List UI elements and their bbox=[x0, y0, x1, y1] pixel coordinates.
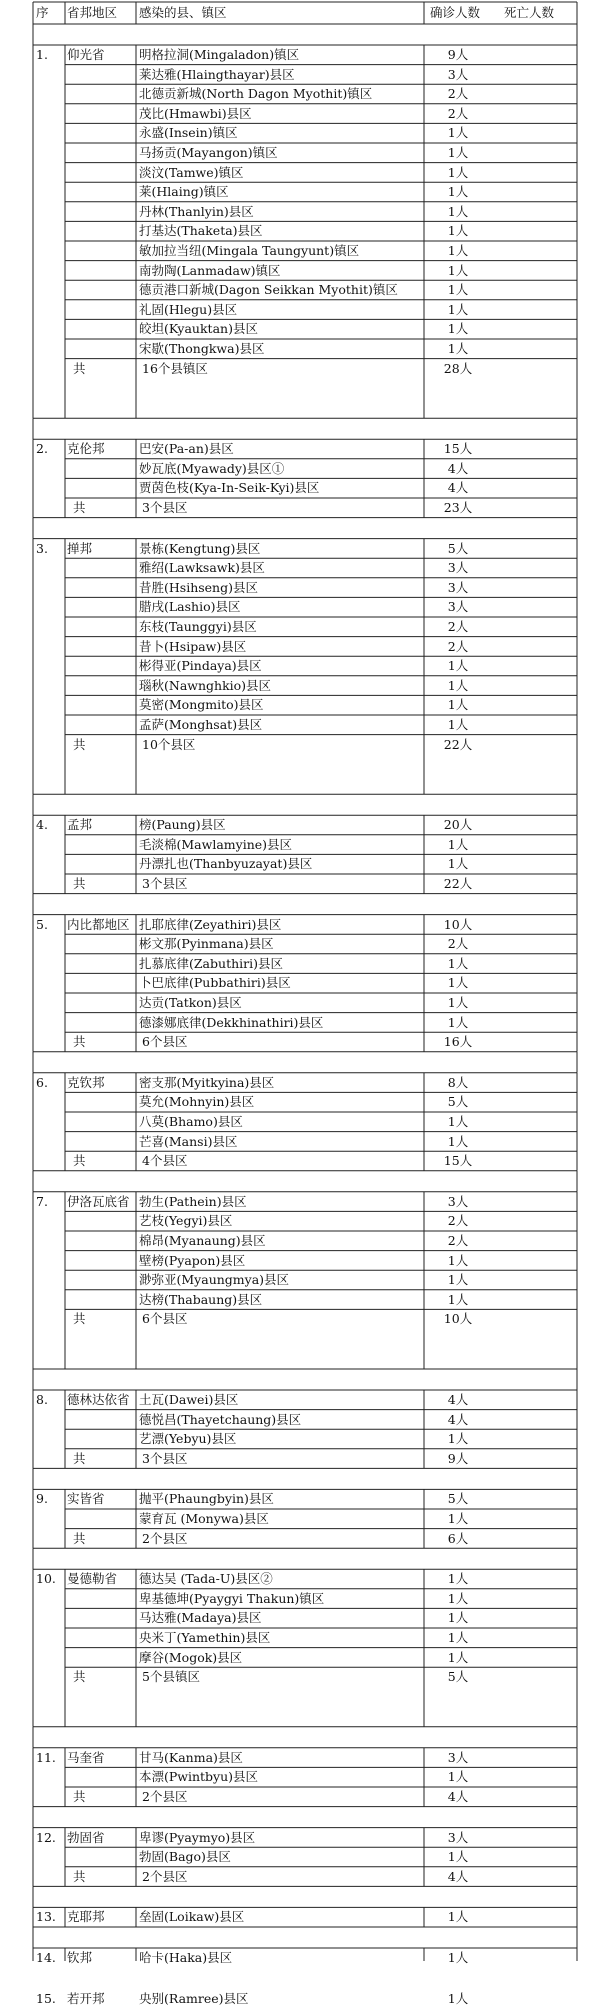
place-name: 达贡(Tatkon)县区 bbox=[139, 995, 242, 1010]
case-count: 5人 bbox=[447, 540, 469, 556]
section-seq: 8. bbox=[36, 1392, 48, 1407]
case-count: 1人 bbox=[447, 1133, 469, 1149]
case-count: 1人 bbox=[447, 1431, 469, 1447]
case-count: 1人 bbox=[447, 1769, 469, 1785]
place-name: 卑谬(Pyaymyo)县区 bbox=[139, 1829, 256, 1845]
total-place: 6个县区 bbox=[142, 1311, 188, 1327]
place-name: 打基达(Thaketa)县区 bbox=[139, 223, 263, 239]
case-count: 2人 bbox=[447, 936, 469, 952]
place-name: 卑基德坤(Pyaygyi Thakun)镇区 bbox=[139, 1590, 325, 1606]
case-count: 1人 bbox=[447, 677, 469, 693]
place-name: 棉昂(Myanaung)县区 bbox=[139, 1233, 266, 1248]
section-region: 实皆省 bbox=[67, 1491, 105, 1507]
case-count: 4人 bbox=[447, 1392, 469, 1407]
total-place: 16个县镇区 bbox=[142, 360, 208, 376]
section-seq: 11. bbox=[36, 1749, 56, 1765]
total-label: 共 bbox=[73, 736, 86, 752]
place-name: 本漂(Pwintbyu)县区 bbox=[139, 1769, 259, 1785]
case-count: 2人 bbox=[447, 619, 469, 634]
place-name: 八莫(Bhamo)县区 bbox=[139, 1114, 243, 1129]
section-seq: 4. bbox=[36, 817, 48, 833]
total-label: 共 bbox=[73, 1669, 86, 1685]
total-label: 共 bbox=[73, 876, 86, 891]
case-count: 2人 bbox=[447, 1233, 469, 1248]
total-label: 共 bbox=[73, 360, 86, 376]
place-name: 丹林(Thanlyin)县区 bbox=[139, 203, 254, 219]
place-name: 榜(Paung)县区 bbox=[139, 817, 226, 833]
section-region: 勃固省 bbox=[67, 1829, 105, 1845]
place-name: 卜巴底律(Pubbathiri)县区 bbox=[139, 975, 291, 991]
total-cases: 15人 bbox=[443, 1153, 473, 1169]
case-count: 1人 bbox=[447, 1252, 469, 1268]
case-count: 10人 bbox=[443, 916, 473, 932]
place-name: 芒喜(Mansi)县区 bbox=[139, 1133, 238, 1149]
case-count: 1人 bbox=[447, 243, 469, 258]
case-count: 1人 bbox=[447, 697, 469, 713]
case-count: 1人 bbox=[447, 856, 469, 872]
case-count: 2人 bbox=[447, 1213, 469, 1229]
place-name: 彬文那(Pyinmana)县区 bbox=[139, 936, 274, 952]
place-name: 莫密(Mongmito)县区 bbox=[139, 697, 264, 713]
place-name: 昔胜(Hsihseng)县区 bbox=[139, 579, 258, 595]
header-place: 感染的县、镇区 bbox=[139, 5, 227, 20]
case-count: 1人 bbox=[447, 341, 469, 356]
case-count: 1人 bbox=[447, 1950, 469, 1965]
section-seq: 14. bbox=[36, 1950, 56, 1965]
place-name: 德贡港口新城(Dagon Seikkan Myothit)镇区 bbox=[139, 282, 398, 298]
place-name: 摩谷(Mogok)县区 bbox=[139, 1649, 243, 1665]
total-place: 6个县区 bbox=[142, 1034, 188, 1050]
section-region: 克钦邦 bbox=[67, 1074, 105, 1090]
place-name: 勃固(Bago)县区 bbox=[139, 1849, 231, 1865]
section-seq: 15. bbox=[36, 1990, 56, 2006]
case-count: 1人 bbox=[447, 975, 469, 991]
place-name: 妙瓦底(Myawady)县区① bbox=[139, 460, 285, 476]
place-name: 艺枝(Yegyi)县区 bbox=[139, 1213, 233, 1229]
place-name: 德漆娜底律(Dekkhinathiri)县区 bbox=[139, 1014, 324, 1030]
case-count: 2人 bbox=[447, 638, 469, 654]
case-count: 1人 bbox=[447, 995, 469, 1010]
section-region: 克伦邦 bbox=[67, 441, 105, 457]
case-count: 1人 bbox=[447, 1114, 469, 1129]
case-count: 2人 bbox=[447, 105, 469, 121]
total-place: 3个县区 bbox=[142, 1450, 188, 1466]
section-seq: 9. bbox=[36, 1491, 48, 1507]
case-count: 1人 bbox=[447, 203, 469, 219]
case-count: 3人 bbox=[447, 1193, 469, 1209]
total-label: 共 bbox=[73, 1450, 86, 1466]
total-label: 共 bbox=[73, 1153, 86, 1169]
case-count: 1人 bbox=[447, 1014, 469, 1030]
section-region: 曼德勒省 bbox=[67, 1571, 118, 1587]
place-name: 马扬贡(Mayangon)镇区 bbox=[139, 145, 278, 160]
total-cases: 10人 bbox=[443, 1311, 473, 1327]
section-region: 克耶邦 bbox=[67, 1909, 105, 1925]
case-count: 9人 bbox=[447, 47, 469, 62]
case-count: 1人 bbox=[447, 1291, 469, 1307]
place-name: 敏加拉当纽(Mingala Taungyunt)镇区 bbox=[139, 243, 360, 258]
section-region: 伊洛瓦底省 bbox=[67, 1193, 130, 1209]
case-count: 1人 bbox=[447, 321, 469, 337]
place-name: 贾茵色枝(Kya-In-Seik-Kyi)县区 bbox=[139, 480, 320, 496]
section-region: 马奎省 bbox=[67, 1749, 105, 1765]
total-cases: 6人 bbox=[447, 1530, 469, 1546]
case-count: 4人 bbox=[447, 1411, 469, 1427]
case-count: 1人 bbox=[447, 184, 469, 200]
total-place: 3个县区 bbox=[142, 876, 188, 891]
place-name: 勃生(Pathein)县区 bbox=[139, 1193, 247, 1209]
total-cases: 4人 bbox=[447, 1789, 469, 1804]
place-name: 东枝(Taunggyi)县区 bbox=[139, 619, 257, 634]
place-name: 扎耶底律(Zeyathiri)县区 bbox=[139, 916, 282, 932]
case-count: 3人 bbox=[447, 560, 469, 576]
place-name: 礼固(Hlegu)县区 bbox=[139, 301, 238, 317]
place-name: 德达吴 (Tada-U)县区② bbox=[139, 1571, 273, 1587]
section-seq: 5. bbox=[36, 916, 48, 932]
place-name: 央别(Ramree)县区 bbox=[139, 1990, 249, 2006]
place-name: 孟萨(Monghsat)县区 bbox=[139, 717, 263, 732]
case-count: 1人 bbox=[447, 301, 469, 317]
place-name: 蒙育瓦 (Monywa)县区 bbox=[139, 1511, 269, 1526]
case-count: 20人 bbox=[443, 817, 473, 833]
case-count: 3人 bbox=[447, 579, 469, 595]
section-region: 孟邦 bbox=[67, 817, 93, 833]
case-count: 4人 bbox=[447, 480, 469, 496]
case-count: 2人 bbox=[447, 86, 469, 102]
case-count: 3人 bbox=[447, 66, 469, 82]
place-name: 哈卡(Haka)县区 bbox=[139, 1950, 233, 1965]
total-cases: 22人 bbox=[443, 876, 473, 891]
place-name: 皎坦(Kyauktan)县区 bbox=[139, 321, 258, 337]
case-count: 1人 bbox=[447, 1272, 469, 1288]
total-label: 共 bbox=[73, 1789, 86, 1804]
section-seq: 12. bbox=[36, 1829, 56, 1845]
place-name: 抛平(Phaungbyin)县区 bbox=[139, 1491, 274, 1507]
total-place: 4个县区 bbox=[142, 1153, 188, 1169]
place-name: 莱达雅(Hlaingthayar)县区 bbox=[139, 66, 295, 82]
case-count: 1人 bbox=[447, 1630, 469, 1645]
place-name: 达榜(Thabaung)县区 bbox=[139, 1291, 263, 1307]
total-cases: 23人 bbox=[443, 500, 473, 515]
case-count: 4人 bbox=[447, 460, 469, 476]
case-count: 1人 bbox=[447, 262, 469, 278]
place-name: 丹漂扎也(Thanbyuzayat)县区 bbox=[139, 856, 313, 872]
section-region: 德林达依省 bbox=[67, 1392, 130, 1407]
section-region: 钦邦 bbox=[67, 1950, 93, 1965]
total-place: 5个县镇区 bbox=[142, 1669, 200, 1685]
case-count: 3人 bbox=[447, 1829, 469, 1845]
total-place: 3个县区 bbox=[142, 500, 188, 515]
case-count: 1人 bbox=[447, 1590, 469, 1606]
header-deaths: 死亡人数 bbox=[504, 5, 555, 20]
total-label: 共 bbox=[73, 1530, 86, 1546]
case-count: 1人 bbox=[447, 1649, 469, 1665]
case-count: 3人 bbox=[447, 599, 469, 615]
case-count: 1人 bbox=[447, 1610, 469, 1626]
section-region: 掸邦 bbox=[67, 540, 93, 556]
section-seq: 1. bbox=[36, 47, 48, 62]
total-label: 共 bbox=[73, 1868, 86, 1884]
place-name: 扎慕底律(Zabuthiri)县区 bbox=[139, 955, 283, 971]
case-count: 1人 bbox=[447, 955, 469, 971]
case-count: 1人 bbox=[447, 125, 469, 141]
total-label: 共 bbox=[73, 1311, 86, 1327]
total-label: 共 bbox=[73, 1034, 86, 1050]
place-name: 垒固(Loikaw)县区 bbox=[139, 1909, 245, 1925]
place-name: 茂比(Hmawbi)县区 bbox=[139, 105, 252, 121]
total-cases: 16人 bbox=[443, 1034, 473, 1050]
total-label: 共 bbox=[73, 500, 86, 515]
case-count: 1人 bbox=[447, 1571, 469, 1587]
place-name: 明格拉洞(Mingaladon)镇区 bbox=[139, 47, 300, 62]
place-name: 土瓦(Dawei)县区 bbox=[139, 1392, 239, 1407]
place-name: 壁榜(Pyapon)县区 bbox=[139, 1252, 246, 1268]
place-name: 毛淡棉(Mawlamyine)县区 bbox=[139, 836, 293, 852]
place-name: 莫允(Mohnyin)县区 bbox=[139, 1094, 255, 1110]
case-count: 15人 bbox=[443, 441, 473, 457]
section-region: 仰光省 bbox=[67, 47, 105, 62]
case-count: 5人 bbox=[447, 1491, 469, 1507]
case-count: 5人 bbox=[447, 1094, 469, 1110]
section-seq: 3. bbox=[36, 540, 48, 556]
case-count: 1人 bbox=[447, 145, 469, 160]
place-name: 莱(Hlaing)镇区 bbox=[139, 184, 229, 200]
section-seq: 13. bbox=[36, 1909, 56, 1925]
case-count: 3人 bbox=[447, 1749, 469, 1765]
header-seq: 序 bbox=[36, 5, 49, 20]
section-region: 内比都地区 bbox=[67, 916, 130, 932]
header-cases: 确诊人数 bbox=[430, 5, 481, 20]
place-name: 瑙秋(Nawnghkio)县区 bbox=[139, 677, 272, 693]
case-count: 1人 bbox=[447, 1990, 469, 2006]
total-cases: 22人 bbox=[443, 736, 473, 752]
place-name: 彬得亚(Pindaya)县区 bbox=[139, 658, 262, 674]
place-name: 永盛(Insein)镇区 bbox=[139, 125, 238, 141]
case-count: 1人 bbox=[447, 717, 469, 732]
place-name: 南勃陶(Lanmadaw)镇区 bbox=[139, 262, 281, 278]
section-seq: 10. bbox=[36, 1571, 56, 1587]
place-name: 宋歇(Thongkwa)县区 bbox=[139, 341, 265, 356]
place-name: 淡汶(Tamwe)镇区 bbox=[139, 164, 244, 180]
total-cases: 28人 bbox=[443, 360, 473, 376]
total-place: 2个县区 bbox=[142, 1530, 188, 1546]
case-count: 1人 bbox=[447, 658, 469, 674]
place-name: 雅绍(Lawksawk)县区 bbox=[139, 560, 265, 576]
case-count: 8人 bbox=[447, 1074, 469, 1090]
place-name: 腊戌(Lashio)县区 bbox=[139, 599, 241, 615]
total-place: 2个县区 bbox=[142, 1868, 188, 1884]
case-count: 1人 bbox=[447, 164, 469, 180]
total-cases: 4人 bbox=[447, 1868, 469, 1884]
place-name: 央米丁(Yamethin)县区 bbox=[139, 1630, 271, 1645]
total-cases: 9人 bbox=[447, 1450, 469, 1466]
section-seq: 2. bbox=[36, 441, 48, 457]
place-name: 密支那(Myitkyina)县区 bbox=[139, 1074, 275, 1090]
total-cases: 5人 bbox=[447, 1669, 469, 1685]
case-count: 1人 bbox=[447, 282, 469, 298]
case-count: 1人 bbox=[447, 1849, 469, 1865]
place-name: 艺漂(Yebyu)县区 bbox=[139, 1431, 237, 1447]
case-count: 1人 bbox=[447, 836, 469, 852]
total-place: 10个县区 bbox=[142, 736, 196, 752]
place-name: 景栋(Kengtung)县区 bbox=[139, 540, 261, 556]
section-seq: 7. bbox=[36, 1193, 48, 1209]
place-name: 德悦昌(Thayetchaung)县区 bbox=[139, 1411, 302, 1427]
section-seq: 6. bbox=[36, 1074, 48, 1090]
place-name: 甘马(Kanma)县区 bbox=[139, 1749, 243, 1765]
place-name: 巴安(Pa-an)县区 bbox=[139, 441, 234, 457]
place-name: 昔卜(Hsipaw)县区 bbox=[139, 638, 247, 654]
case-count: 1人 bbox=[447, 223, 469, 239]
case-count: 1人 bbox=[447, 1909, 469, 1925]
place-name: 北德贡新城(North Dagon Myothit)镇区 bbox=[139, 86, 373, 102]
place-name: 马达雅(Madaya)县区 bbox=[139, 1610, 262, 1626]
section-region: 若开邦 bbox=[67, 1990, 105, 2006]
total-place: 2个县区 bbox=[142, 1789, 188, 1804]
place-name: 渺弥亚(Myaungmya)县区 bbox=[139, 1272, 290, 1288]
case-count: 1人 bbox=[447, 1511, 469, 1526]
header-region: 省邦地区 bbox=[67, 5, 118, 20]
